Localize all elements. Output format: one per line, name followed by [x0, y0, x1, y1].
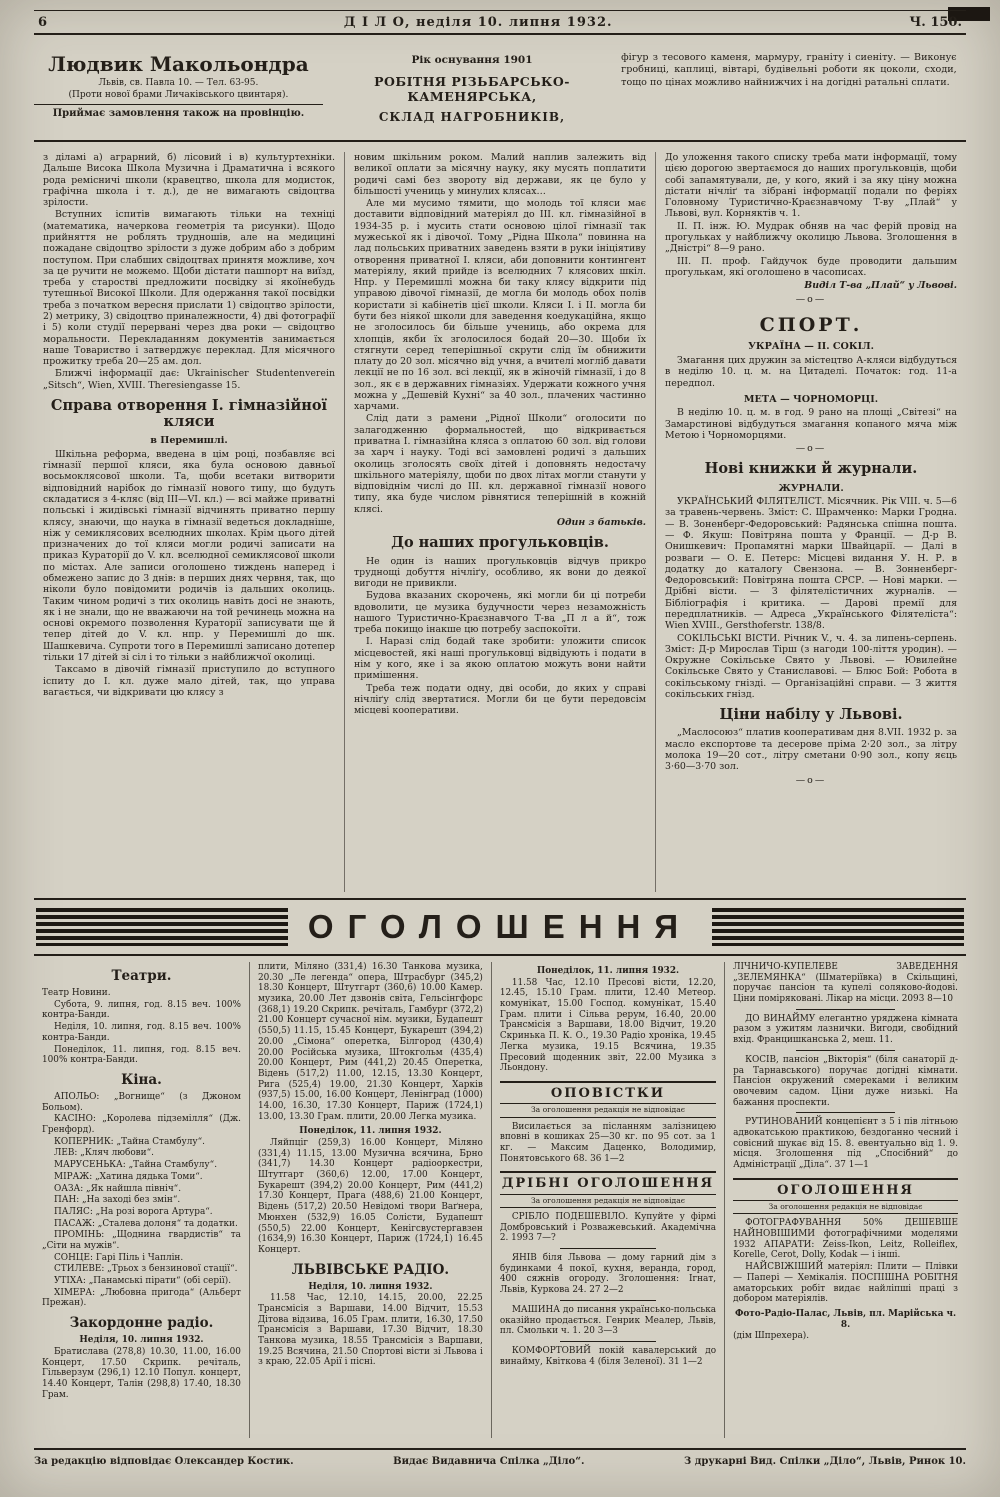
paragraph: РУТИНОВАНИЙ концепієнт з 5 і пів літньою адвокатською практикою, бездоганно чесний і совісний шукає від 15. 8. евентуально від 1. 9. місця. Зголошення під „Спосібний“ до Адміністрації „Діла“. 37 1—1: [733, 1117, 958, 1170]
masthead-title: Д І Л О, неділя 10. липня 1932.: [343, 15, 613, 30]
paragraph: ЯНІВ біля Львова — дому гарний дім з будинками 4 покої, кухня, веранда, город, 400 сяжнів огороду. Зголошення: Ігнат, Львів, Куркова 24. 27 2—2: [499, 1253, 717, 1296]
paragraph: III. П. проф. Гайдучок буде проводити дальшим прогулькам, які оголошено в часописах.: [665, 255, 957, 278]
masthead-advertisement: [34, 50, 966, 142]
paragraph: новим шкільним роком. Малий наплив залежить від великої оплати за місячну науку, яку мусять поплатити родичі самі без звороту від держави, як це було у більшості учениць у минулих клясах…: [354, 152, 646, 197]
date-heading: Понеділок, 11. липня 1932.: [536, 966, 680, 976]
page-number: 6: [38, 15, 48, 30]
paragraph: КОСІВ, пансіон „Вікторія“ (біля санаторії д-ра Тарнавського) поручає догідні кімнати. Пансіон окружений смереками і великим овочевим садом. Ціни дуже низькі. На бажання проспекти.: [733, 1054, 958, 1108]
date-heading: Фото-Радіо-Палас, Львів, пл. Марійська ч. 8.: [734, 1308, 957, 1330]
date-heading: Неділя, 10. липня 1932.: [308, 1281, 433, 1292]
paragraph: КАСІНО: „Королева підземілля“ (Дж. Гренфорд).: [42, 1114, 241, 1136]
advertiser-note: (Проти нової брами Личаківського цвинтаря).: [68, 90, 289, 100]
ad-stock-line: СКЛАД НАГРОБНИКІВ,: [378, 110, 566, 124]
paragraph: Субота, 9. липня, год. 8.15 веч. 100% контра-Банди.: [42, 999, 241, 1021]
paragraph: ХІМЕРА: „Любовна пригода“ (Альберт Прежан).: [42, 1287, 241, 1309]
rule: [796, 1050, 895, 1051]
paragraph: ПАСАЖ: „Сталева долоня“ та додатки.: [54, 1218, 238, 1229]
paragraph: Треба теж подати одну, дві особи, до яких у справі нічліґу слід звертатися. Могли би це бути передовсім місцеві кооперативи.: [354, 682, 646, 717]
paragraph: Але ми мусимо тямити, що молодь тої кляси має доставити відповідний матеріял до III. кл. гімназійної в 1934-35 р. і мусить стати основою цілої гімназії так мужеської як і дівочої. Тому „Рідна Школа“ повинна на лад польських приватних заведень взяти в руки ініціятиву отворення приватної І. кляси, аби доповнити контингент матеріялу, який прийде із вселюдних 7 клясових шкіл. Нпр. у Перемишлі можна би таку клясу відкрити під управою дівочої гімназії, де могла би молодь обох полів користати зі кабінетів цієї школи. Кляси І. і II. могла би бути без ніякої школи для заведення коедукаційна, якщо не зголосилось би більше учениць, або окрема для хлопців, якби їх зголосилося бодай 20—30. Щоби їх стягнути серед теперішньої скрути слід їм обнижити плату до 20 зол. місячно від учня, а вчителі могліб давати лекції не по 16 зол. всі лекції, як в жіночій гімназії, і до 8 зол., як є в державних гімназіях. Удержати кожного учня можна у „Дешевій Кухні“ за 40 зол., плачених частинно харчами.: [354, 198, 646, 413]
ad-center-column: [337, 50, 607, 140]
paragraph: В неділю 10. ц. м. в год. 9 рано на площі „Світезі“ на Замарстинові відбудуться змагання копаного мяча між Метою і Чорноморцями.: [665, 407, 957, 441]
paragraph: 11.58 Час, 12.10, 14.15, 20.00, 22.25 Трансмісія з Варшави, 14.00 Відчит, 15.53 Дітова відзива, 16.05 Грам. плити, 16.30, 17.50 Трансмісія з Варшави, 17.30 Відчит, 18.30 Танкова музика, 18.55 Трансмісія з Варшави, 19.25 Всячина, 21.50 Спортові вісти зі Львова і з краю, 22.05 Арії і пісні.: [257, 1293, 483, 1368]
date-heading: Понеділок, 11. липня 1932.: [299, 1126, 442, 1137]
section-headline: Ціни набілу у Львові.: [719, 706, 903, 724]
paragraph: 11.58 Час, 12.10 Пресові вісти, 12.20, 12.45, 15.10 Грам. плити, 12.40 Метеор. комунікат, 15.00 Господ. комунікат, 15.40 Грам. плити і Сільва рерум, 16.40, 20.00 Трансмісія з Варшави, 18.00 Відчит, 19.20 Скринька П. К. О., 19.30 Радіо хроніка, 19.45 Легка музика, 19.15 Всячина, 19.35 Пресовий щоденник звіт, 22.00 Музика з Льондону.: [499, 977, 717, 1074]
paragraph: Театр Новини.: [42, 988, 111, 999]
classifieds-column-4: [724, 962, 966, 1438]
issue-number: Ч. 150.: [909, 15, 962, 30]
page-footer: [34, 1448, 966, 1467]
ad-description: фігур з тесового каменя, мармуру, граніту і сиеніту. — Виконує гробниці, каплиці, вівтарі, будівельні роботи як цоколи, сходи, тощо по цінах можливо найнижчих і на догідні ратальні сплати.: [621, 52, 957, 88]
classifieds-column-2: [249, 962, 491, 1438]
paragraph: УТІХА: „Панамські пірати“ (обі серії).: [54, 1276, 232, 1287]
ad-disclaimer: За оголошення редакція не відповідає: [500, 1104, 716, 1117]
section-headline: Театри.: [111, 968, 172, 984]
author-signature: Виділ Т-ва „Плай“ у Львові.: [804, 280, 957, 292]
rule: [796, 1009, 895, 1010]
separator: —о—: [795, 774, 827, 786]
paragraph: Вступних іспитів вимагають тільки на техніці (математика, начеркова геометрія та рисунки). Щодо прийняття не роблять трудношів, але на медицині пожадане свідоцтво зрілости з дуже добрим або з добрим поступом. При слабших свідоцтвах принятя можливе, хоч за це ручити не можемо. Щоби дістати пашпорт на виїзд, треба у старостві предложити посвідку зі якоїнебудь тутешньої Високої Школи. Для одержання такої посвідки треба з початком вересня прислати 1) свідоцтво зрілости, 2) метрику, 3) свідоцтво приналежности, 4) дві фотографії і 5) коли студії перервані через два роки — свідоцтво моральности. Перекладанням документів занимається наше Товариство і затверджує переклад. Для місячного прожитку треба 20—25 ам. дол.: [43, 209, 335, 368]
date-heading: Неділя, 10. липня 1932.: [79, 1335, 204, 1346]
paragraph: НАЙСВІЖІШИЙ матеріял: Плити — Плівки — Папері — Хемікалія. ПОСПІШНА РОБІТНЯ аматорських робіт видає найліпші праці з добором матеріялів.: [733, 1262, 958, 1305]
paragraph: СТИЛЕВЕ: „Трьох з бензинової стації“.: [54, 1264, 238, 1275]
paragraph: ОАЗА: „Як найшла північ“.: [54, 1183, 182, 1194]
paragraph: Братислава (278,8) 10.30, 11.00, 16.00 Концерт, 17.50 Скрипк. речіталь, Гільверзум (296,1) 12.10 Попул. концерт, 14.40 Концерт, Талін (298,8) 17.40, 18.30 Грам.: [42, 1346, 241, 1400]
paragraph: з діламі а) аграрний, б) лісовий і в) культуртехніки. Дальше Висока Школа Музична і Драматична і всякого рода ремісничі школи (кравецтво, школа для модисток, графічна школа і т. д.), де не вимагають свідоцтва зрілости.: [43, 152, 335, 209]
paragraph: ПАЛЯС: „На розі ворога Артура“.: [54, 1206, 213, 1217]
paragraph: СОНЦЕ: Гарі Піль і Чаплін.: [54, 1252, 184, 1263]
paragraph: УКРАЇНСЬКИЙ ФІЛЯТЕЛІСТ. Місячник. Рік VIII. ч. 5—6 за травень-червень. Зміст: С. Шрамченко: Марки Гродна. — В. Зоненберг-Федоровський: Радянська спішна пошта. — Ф. Якуш: Повітряна пошта у Франції. — Д-р В. Онишкевич: Пропамятні марки Швайцарії. — Далі в розваги — О. Е. Петерс: Місцеві видання У. Н. Р. в додатку до каталогу Свензона. — В. Зонненберг-Федоровський: Повітряна пошта СРСР. — Нові марки. — Дрібні вісти. — З філятелістичних журналів. — Бібліографія і критика. — Дарові премії для передплатників. — Адреса „Українського Філятеліста“: Wien XVIII., Gersthoferstr. 138/8.: [665, 496, 958, 632]
rule: [560, 1341, 655, 1342]
ad-section-title: ОПОВІСТКИ: [500, 1081, 716, 1105]
ad-section-title: ДРІБНІ ОГОЛОШЕННЯ: [500, 1171, 716, 1195]
article-column-1: [34, 152, 344, 892]
section-headline: Кіна.: [121, 1071, 162, 1088]
paragraph: (дім Шпрехера).: [733, 1331, 810, 1342]
advertiser-address: Львів, св. Павла 10. — Тел. 63-95.: [98, 78, 259, 88]
paragraph: Будова вказаних скорочень, які могли би ці потреби вдоволити, це музика будучности через незаможність нашого Туристично-Краєзнавчого Т-ва „П л а й“, тож треба покищо інакше цю потребу заспокоїти.: [354, 590, 646, 636]
paragraph: І. Наразі слід бодай таке зробити: уложити список місцевостей, які наші прогульковці відвідують і подати в нім у кого, яке і за якою оплатою можуть вони найти примішення.: [354, 636, 646, 682]
ad-disclaimer: За оголошення редакція не відповідає: [500, 1195, 716, 1208]
paragraph: Таксамо в дівочій гімназії приступило до вступного іспиту до І. кл. дуже мало дітей, так, що управа вагається, чи відкривати цю клясу з: [43, 664, 335, 698]
author-signature: Один з батьків.: [556, 517, 646, 528]
paragraph: „Маслосоюз“ платив кооперативам дня 8.VII. 1932 р. за масло експортове та десерове пріма 2·20 зол., за літру молока 19—20 сот., літру сметани 0·90 зол., копу яєць 3·60—3·70 зол.: [665, 727, 957, 773]
ad-section-title: ОГОЛОШЕННЯ: [733, 1178, 958, 1202]
rule: [560, 1300, 655, 1301]
banner-bars-right: [712, 908, 964, 946]
main-article-area: [34, 152, 966, 892]
paragraph: Ближчі інформації дає: Ukrainischer Studentenverein „Sitsch“, Wien, XVIII. Theresiengasse 15.: [43, 368, 335, 391]
section-headline: До наших прогульковців.: [391, 534, 609, 552]
paragraph: плити, Міляно (331,4) 16.30 Танкова музика, 20.30 „Ле легенда“ опера, Штрасбург (345,2) 18.30 Концерт, Штутгарт (360,6) 10.00 Камер. музика, 20.00 Лет дзвонів світа, Гельсінгфорс (368,1) 19.20 Скрипк. речіталь, Гамбург (372,2) 21.00 Концерт сучасної нім. музики, Будапешт (550,5) 11.15, 15.45 Концерт, Букарешт (394,2) 20.00 „Сімона“ оперетка, Білгород (430,4) 20.00 Російська музика, Штокгольм (435,4) 20.00 Концерт, Рим (441,2) 20.45 Оперетка, Відень (517,2) 11.00, 12.15, 13.30 Концерт, Рига (525,4) 19.00, 21.30 Концерт, Харків (937,5) 15.00, 16.00 Концерт, Ленінград (1000) 14.00, 16.30, 17.30 Концерт, Париж (1724,1) 13.00, 13.30 Грам. плити, 20.00 Легка музика.: [257, 962, 483, 1122]
rule: [796, 1112, 895, 1113]
section-headline: Нові книжки й журнали.: [704, 460, 918, 478]
sub-headline: в Перемишлі.: [150, 435, 228, 447]
paragraph: Понеділок, 11. липня, год. 8.15 веч. 100% контра-Банди.: [42, 1044, 241, 1066]
classifieds-column-3: [491, 962, 724, 1438]
separator: —о—: [795, 443, 827, 455]
page-header: [34, 10, 966, 35]
footer-editor: За редакцію відповідає Олександер Костик.: [34, 1456, 294, 1467]
classifieds-section: [34, 962, 966, 1438]
ad-disclaimer: За оголошення редакція не відповідає: [733, 1201, 958, 1214]
article-column-2: [344, 152, 655, 892]
announcements-banner: [34, 898, 966, 956]
paragraph: До уложення такого списку треба мати інформації, тому цією дорогою звертаємося до наших прогульковців, щоби собі запамятували, де, у кого, який і за яку ціну можна дістати нічліґ та зібрані інформації подали по феріях Головному Туристично-Краєзнавчому Т-ву „Плай“ у Львові, вул. Корняктів ч. 1.: [665, 152, 957, 220]
article-column-3: [655, 152, 966, 892]
paragraph: СРІБЛО ПОДЕШЕВІЛО. Купуйте у фірмі Домбровський і Розважевський. Академічна 2. 1993 7—?: [499, 1212, 717, 1244]
advertiser-name: Людвик Макольондра: [48, 52, 309, 76]
ad-founding-year: Рік оснування 1901: [411, 54, 533, 66]
paragraph: КОМФОРТОВИЙ покій кавалерський до винайму, Квіткова 4 (біля Зеленої). 31 1—2: [499, 1345, 717, 1367]
paragraph: Не один із наших прогульковців відчув прикро труднощі добуття нічліґу, особливо, як вони до деякої вигоди не привикли.: [354, 555, 646, 590]
paragraph: АПОЛЬО: „Вогнище“ (з Джоном Больом).: [42, 1092, 241, 1113]
paragraph: Висилається за післанням залізницею вповні в кошиках 25—30 кг. по 95 сот. за 1 кг. — Максим Даценко, Володимир, Понятовського 68. 36 1—2: [499, 1121, 717, 1164]
separator: —о—: [795, 294, 827, 306]
sub-headline: ЖУРНАЛИ.: [778, 482, 844, 494]
paragraph: КОПЕРНИК: „Тайна Стамбулу“.: [54, 1136, 205, 1147]
sub-headline: МЕТА — ЧОРНОМОРЦІ.: [743, 393, 879, 405]
paragraph: МАРУСЕНЬКА: „Тайна Стамбулу“.: [54, 1160, 218, 1171]
paragraph: ЛЕВ: „Кляч любови“.: [54, 1148, 154, 1159]
advertiser-orders-line: Приймає замовлення також на провінцію.: [34, 104, 323, 119]
classifieds-column-1: [34, 962, 249, 1438]
section-headline: ЛЬВІВСЬКЕ РАДІО.: [291, 1261, 450, 1278]
paragraph: Змагання цих дружин за містецтво А-кляси відбудуться в неділю 10. ц. м. на Цитаделі. Початок: год. 11-а передпол.: [665, 354, 957, 389]
paragraph: ПАН: „На заході без змін“.: [54, 1195, 181, 1206]
sub-headline: УКРАЇНА — ІІ. СОКІЛ.: [748, 341, 874, 353]
rule: [560, 1248, 655, 1249]
banner-bars-left: [36, 908, 288, 946]
section-headline: Закордонне радіо.: [69, 1315, 214, 1332]
footer-printer: З друкарні Вид. Спілки „Діло“, Львів, Ринок 10.: [684, 1456, 966, 1467]
ad-left-column: [34, 50, 323, 140]
paragraph: МАШИНА до писання українсько-польська оказійно продається. Генрик Меалер, Львів, пл. Смольки ч. 1. 20 3—3: [499, 1304, 717, 1337]
ad-workshop-line: РОБІТНЯ РІЗЬБАРСЬКО-КАМЕНЯРСЬКА,: [374, 74, 570, 104]
paragraph: Ляйпціг (259,3) 16.00 Концерт, Міляно (331,4) 11.15, 13.00 Музична всячина, Брно (341,7) 14.30 Концерт радіооркестри, Штутгарт (360,6) 12.00, 17.00 Концерт, Букарешт (394,2) 20.00 Концерт, Рим (441,2) 17.30 Концерт, Прага (488,6) 21.00 Концерт, Відень (517,2) 20.50 Невідомі твори Ваґнера, Мюнхен (532,9) 16.05 Солісти, Будапешт (550,5) 22.00 Концерт, Кенігсвустергавзен (1634,9) 16.30 Концерт, Париж (1724,1) 16.45 Концерт.: [257, 1138, 483, 1255]
paragraph: Слід дати з рамени „Рідної Школи“ оголосити по залагодженню формальностей, що відкривається приватна І. гімназійна кляса з оплатою 60 зол. від голови за харч і науку. Тоді всі замовлені родичі з дальших околиць зголосять своїх дітей і доповнять недостачу шкільного матеріялу, щоби по двох літах могли станути у відповіднім числі до III. кл. державної гімназії нового типу, яка буде числом рівнятися теперішній в кожній клясі.: [354, 413, 646, 515]
footer-publisher: Видає Видавнича Спілка „Діло“.: [393, 1456, 585, 1467]
announcements-banner-title: ОГОЛОШЕННЯ: [307, 908, 693, 945]
paragraph: ЛІЧНИЧО-КУПЕЛЕВЕ ЗАВЕДЕННЯ „ЗЕЛЕМЯНКА“ (Шматеріївка) в Скільщині, поручає пансіон та купелі соляково-йодові. Ціни поміряковані. Лікар на місци. 2093 8—10: [733, 962, 958, 1005]
section-headline: Справа отворення І. гімназійної кляси: [50, 396, 328, 431]
paragraph: II. П. інж. Ю. Мудрак обняв на час ферій провід на прогульках у найближчу околицю Львова. Зголошення в „Дністрі“ 8—9 рано.: [665, 220, 957, 255]
section-headline: СПОРТ.: [759, 313, 863, 336]
paragraph: ФОТОГРАФУВАННЯ 50% ДЕШЕВШЕ НАЙНОВІШИМИ фотографічними моделями 1932 АПАРАТИ: Zeiss-Ikon, Leitz, Rolleiflex, Korelle, Cerot, Dolly, Kodak — і інші.: [733, 1218, 958, 1261]
paragraph: ДО ВИНАЙМУ елегантно уряджена кімната разом з ужитям лазнички. Вигоди, свобідний вхід. Францишканська 2, меш. 11.: [733, 1013, 958, 1046]
paragraph: Неділя, 10. липня, год. 8.15 веч. 100% контра-Банди.: [42, 1022, 241, 1043]
paragraph: Шкільна реформа, введена в цім році, позбавляє всі гімназії першої кляси, яка була основою давньої восьмоклясової школи. Та, щоби всетаки витворити відповідний нарібок до гімназії нового типу, що будуть складатися з 4-кляс (від III—VI. кл.) — всі майже приватні польські і жидівські гімназії відчинять приватно першу клясу, знаючи, що наука в гімназії ведеться докладніше, ніж у семиклясових вселюдних школах. Крім цього дітей призначених до тої кляси могли родичі записати на приказ Кураторії до V. кл. вселюдної семиклясової школи по містах. Але записи оголошено тиждень наперед і обмежено запис до 3 днів: в перших днях червня, так, що ніколи було повідомити родичів із дальших околиць. Таким чином родичі з тих околиць навіть досі не знають, як і не знали, що не вважаючи на той речинець можна на основі окремого позволення Кураторії записувати ще й тепер дітей до V. кл. нпр. у Перемишлі до шк. Шашкевича. Супроти того в Перемишлі записано дотепер тільки 17 дітей зі сіл і то тільки з найближчої околиці.: [43, 448, 335, 663]
ad-right-column: [621, 50, 957, 140]
paragraph: СОКІЛЬСЬКІ ВІСТИ. Річник V., ч. 4. за липень-серпень. Зміст: Д-р Мирослав Тірш (з нагоди 100-ліття уродин). — Окружне Сокільське Свято у Львові. — Ювилейне Сокільське Свято у Станиславові. — Блюс Бой: Робота в сокільському гнізді. — Організаційні справи. — З життя сокільських гнізд.: [665, 632, 957, 700]
paragraph: ПРОМІНЬ: „Щоднина гвардистів“ та „Сіти на мужів“.: [42, 1230, 241, 1251]
paragraph: МІРАЖ: „Хатина дядька Томи“.: [54, 1171, 203, 1182]
